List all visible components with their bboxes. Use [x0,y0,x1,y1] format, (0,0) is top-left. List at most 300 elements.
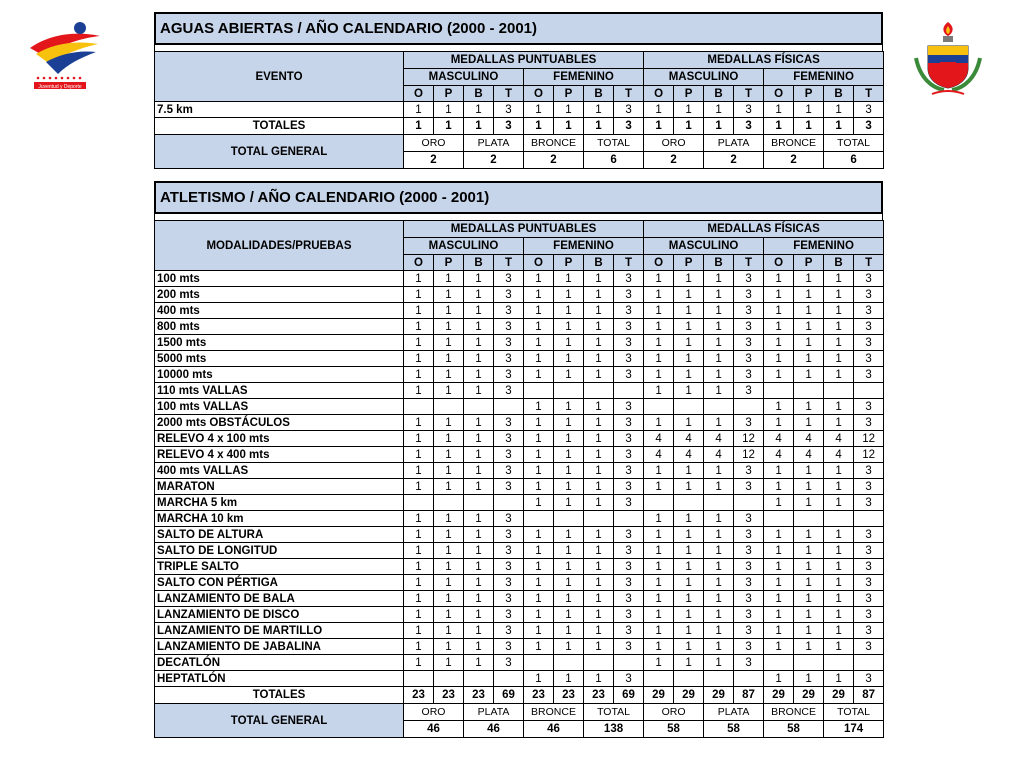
medal-cell: 1 [404,527,434,543]
general-medal-label: ORO [404,704,464,721]
medal-code-header: O [404,86,434,102]
medal-cell: 1 [674,287,704,303]
total-cell: 1 [404,118,434,135]
medal-cell: 3 [854,543,884,559]
medal-cell: 1 [794,319,824,335]
medal-cell: 3 [854,607,884,623]
medal-cell: 1 [554,575,584,591]
medal-cell: 1 [404,367,434,383]
aguas-abiertas-section [154,12,883,169]
medal-code-header: P [554,86,584,102]
medal-cell: 1 [704,303,734,319]
event-label: MARCHA 10 km [155,511,404,527]
table-row [155,319,884,335]
medal-cell: 1 [644,607,674,623]
medal-cell: 1 [524,543,554,559]
medal-cell: 3 [614,639,644,655]
medal-cell: 1 [464,559,494,575]
ind-crest-icon [910,18,986,98]
medal-cell: 3 [494,607,524,623]
medal-cell [404,671,434,687]
medal-cell: 1 [794,367,824,383]
medal-cell: 3 [734,367,764,383]
medal-cell: 1 [704,527,734,543]
medal-cell: 3 [494,479,524,495]
medal-cell: 1 [824,367,854,383]
medal-cell: 1 [434,383,464,399]
medal-cell: 1 [464,287,494,303]
medal-cell: 1 [464,639,494,655]
general-medal-label: BRONCE [524,135,584,152]
medal-cell: 1 [794,479,824,495]
medal-cell: 1 [674,623,704,639]
medal-cell: 3 [734,463,764,479]
general-medal-value: 2 [644,152,704,169]
medal-code-header: B [824,255,854,271]
medal-code-header: T [854,86,884,102]
medal-cell: 1 [794,591,824,607]
medal-code-header: B [704,86,734,102]
medal-cell [854,383,884,399]
medal-cell: 1 [824,415,854,431]
medal-cell: 1 [644,623,674,639]
medal-cell: 1 [644,383,674,399]
medal-cell: 1 [404,335,434,351]
medal-cell: 1 [704,511,734,527]
medal-cell [584,383,614,399]
medal-cell: 3 [494,351,524,367]
medal-cell: 1 [704,559,734,575]
medal-cell: 1 [764,639,794,655]
medal-cell: 1 [524,367,554,383]
medal-cell: 1 [434,335,464,351]
medal-cell: 1 [794,399,824,415]
total-cell: 23 [404,687,434,704]
medal-cell: 1 [764,607,794,623]
medal-cell: 3 [614,351,644,367]
medal-cell: 1 [404,383,434,399]
medal-cell: 3 [854,639,884,655]
total-cell: 1 [584,118,614,135]
medal-cell: 3 [854,415,884,431]
medal-cell: 1 [554,639,584,655]
gender-header: FEMENINO [764,238,884,255]
medal-cell: 1 [404,351,434,367]
medal-code-header: B [464,86,494,102]
medal-code-header: P [674,86,704,102]
medal-cell: 3 [614,319,644,335]
medal-cell: 1 [704,607,734,623]
general-medal-value: 46 [404,721,464,738]
medal-cell: 1 [704,367,734,383]
table-row [155,102,884,118]
medal-cell: 1 [434,431,464,447]
medal-cell: 1 [524,495,554,511]
medal-cell: 1 [464,623,494,639]
medal-cell [704,399,734,415]
event-label: LANZAMIENTO DE DISCO [155,607,404,623]
table-row [155,463,884,479]
medal-cell [434,495,464,511]
medal-cell: 1 [704,415,734,431]
medal-cell: 1 [434,102,464,118]
medal-cell: 3 [614,431,644,447]
medal-cell: 1 [554,559,584,575]
medal-cell: 4 [764,447,794,463]
medal-cell: 1 [704,351,734,367]
table-row [155,495,884,511]
medal-cell: 1 [404,639,434,655]
medal-cell: 1 [404,447,434,463]
medal-cell: 1 [794,415,824,431]
medal-cell: 4 [674,447,704,463]
event-label: 110 mts VALLAS [155,383,404,399]
medal-cell: 1 [464,655,494,671]
total-cell: 29 [674,687,704,704]
medal-cell: 1 [764,527,794,543]
medal-cell: 1 [584,671,614,687]
medal-cell: 1 [644,591,674,607]
medal-code-header: T [614,86,644,102]
totals-row [155,118,884,135]
general-medal-value: 6 [584,152,644,169]
medal-cell: 1 [584,447,614,463]
total-cell: 69 [614,687,644,704]
atletismo-table [154,220,884,738]
table-row [155,607,884,623]
medal-cell: 3 [734,607,764,623]
medal-cell: 1 [434,271,464,287]
medal-cell: 1 [554,463,584,479]
medal-cell [404,399,434,415]
medal-cell: 3 [494,575,524,591]
total-cell: 23 [464,687,494,704]
medal-cell [584,511,614,527]
medal-cell: 1 [464,591,494,607]
general-medal-value: 58 [704,721,764,738]
medal-cell: 1 [554,479,584,495]
medal-cell: 1 [554,527,584,543]
medal-cell [824,511,854,527]
event-label: RELEVO 4 x 400 mts [155,447,404,463]
medal-cell: 1 [704,639,734,655]
medal-cell [584,655,614,671]
medal-cell: 1 [464,271,494,287]
medal-cell: 3 [854,591,884,607]
medal-cell: 4 [794,431,824,447]
medal-cell: 1 [554,415,584,431]
medal-cell: 1 [524,102,554,118]
event-label: 400 mts [155,303,404,319]
medal-cell: 1 [644,319,674,335]
medal-cell: 1 [434,543,464,559]
medal-cell: 12 [854,447,884,463]
medal-cell: 1 [434,463,464,479]
general-medal-label: PLATA [704,135,764,152]
medal-cell [854,655,884,671]
total-cell: 3 [614,118,644,135]
medal-code-header: B [584,255,614,271]
medal-cell: 1 [434,575,464,591]
medal-cell: 4 [674,431,704,447]
medal-cell: 1 [524,623,554,639]
medal-cell: 1 [674,463,704,479]
medal-cell: 1 [674,655,704,671]
medal-cell: 3 [734,511,764,527]
juventud-deporte-emblem-icon [22,18,108,90]
medal-cell: 1 [824,607,854,623]
medal-cell: 3 [614,495,644,511]
medal-cell: 1 [464,511,494,527]
medal-cell: 3 [494,463,524,479]
table-row [155,303,884,319]
medal-cell: 1 [824,351,854,367]
medal-cell: 1 [764,335,794,351]
medal-cell: 3 [494,511,524,527]
medal-cell: 1 [434,351,464,367]
medal-cell: 1 [524,303,554,319]
general-labels-row [155,135,884,152]
event-label: 200 mts [155,287,404,303]
medal-cell: 1 [404,607,434,623]
medal-cell: 1 [524,639,554,655]
medal-cell [404,495,434,511]
medal-cell: 1 [704,102,734,118]
medal-cell: 1 [764,367,794,383]
medal-cell: 3 [614,527,644,543]
medal-cell: 3 [614,367,644,383]
medal-cell: 1 [674,367,704,383]
medal-cell: 1 [584,495,614,511]
medal-cell: 1 [554,447,584,463]
total-cell: 69 [494,687,524,704]
medal-cell [794,511,824,527]
medal-cell: 1 [554,607,584,623]
medal-cell: 3 [734,271,764,287]
medal-cell: 1 [584,479,614,495]
medal-cell: 1 [824,287,854,303]
medal-cell [524,511,554,527]
medal-cell: 1 [764,415,794,431]
medal-cell: 1 [674,102,704,118]
gender-header: MASCULINO [404,69,524,86]
first-col-header: MODALIDADES/PRUEBAS [155,221,404,271]
total-cell: 1 [464,118,494,135]
medal-cell: 1 [434,511,464,527]
total-cell: 29 [644,687,674,704]
table-row [155,527,884,543]
general-medal-value: 2 [764,152,824,169]
medal-cell: 1 [464,527,494,543]
medal-cell: 3 [854,303,884,319]
medal-cell: 3 [854,559,884,575]
table-row [155,399,884,415]
medal-cell: 1 [584,271,614,287]
medal-cell: 3 [614,479,644,495]
medal-code-header: B [824,86,854,102]
aguas-abiertas-table [154,51,884,169]
medal-cell: 1 [434,639,464,655]
medal-cell: 1 [464,447,494,463]
medal-cell: 1 [584,527,614,543]
medal-cell [614,383,644,399]
medal-cell: 1 [824,543,854,559]
medal-code-header: P [794,86,824,102]
event-label: 1500 mts [155,335,404,351]
medal-cell: 1 [704,463,734,479]
medal-cell: 1 [584,591,614,607]
general-labels-row [155,704,884,721]
gender-header: FEMENINO [524,69,644,86]
table-row [155,511,884,527]
medal-cell [674,399,704,415]
medal-cell: 1 [464,383,494,399]
medal-cell: 1 [674,591,704,607]
medal-cell: 1 [404,415,434,431]
medal-cell [524,655,554,671]
medal-cell [734,399,764,415]
medal-cell: 1 [824,527,854,543]
medal-cell: 1 [764,623,794,639]
medal-cell: 1 [464,335,494,351]
medal-cell: 1 [524,447,554,463]
medal-cell: 1 [824,319,854,335]
general-medal-label: PLATA [704,704,764,721]
table-row [155,367,884,383]
section-title: AGUAS ABIERTAS / AÑO CALENDARIO (2000 - 2001) [154,12,883,45]
totals-label: TOTALES [155,687,404,704]
medal-cell [434,399,464,415]
general-medal-label: ORO [644,704,704,721]
medal-cell: 1 [794,271,824,287]
medal-cell: 1 [554,623,584,639]
medal-cell: 1 [524,527,554,543]
event-label: TRIPLE SALTO [155,559,404,575]
medal-cell: 1 [434,479,464,495]
total-cell: 29 [764,687,794,704]
medal-cell: 3 [494,319,524,335]
medal-cell: 3 [614,463,644,479]
medal-cell: 1 [434,287,464,303]
medal-cell: 1 [434,319,464,335]
medal-cell: 3 [614,591,644,607]
medal-cell: 1 [824,399,854,415]
medal-cell: 1 [674,543,704,559]
total-cell: 1 [644,118,674,135]
medal-cell: 3 [854,575,884,591]
medal-cell: 1 [584,463,614,479]
medal-cell: 1 [644,479,674,495]
total-cell: 29 [794,687,824,704]
medal-cell: 4 [704,447,734,463]
medal-cell: 3 [494,431,524,447]
totals-row [155,687,884,704]
medal-cell: 1 [524,271,554,287]
medal-cell: 1 [584,335,614,351]
medal-cell: 3 [854,287,884,303]
medal-cell: 1 [794,671,824,687]
medal-cell: 1 [764,351,794,367]
total-general-label: TOTAL GENERAL [155,704,404,738]
medal-cell: 1 [794,639,824,655]
general-medal-label: ORO [644,135,704,152]
event-label: 800 mts [155,319,404,335]
medal-cell: 1 [584,303,614,319]
medal-cell [764,511,794,527]
medal-cell: 3 [854,623,884,639]
medal-cell: 1 [404,463,434,479]
medal-cell [644,399,674,415]
event-label: RELEVO 4 x 100 mts [155,431,404,447]
medal-cell: 1 [554,351,584,367]
medal-cell: 3 [734,351,764,367]
table-row [155,655,884,671]
medal-cell: 1 [464,463,494,479]
medal-cell: 3 [854,351,884,367]
section-title: ATLETISMO / AÑO CALENDARIO (2000 - 2001) [154,181,883,214]
medal-code-header: B [584,86,614,102]
medal-cell: 3 [854,527,884,543]
total-cell: 1 [434,118,464,135]
medal-cell: 1 [674,351,704,367]
medal-cell: 3 [734,383,764,399]
general-medal-value: 2 [404,152,464,169]
medal-code-header: O [524,86,554,102]
medal-cell: 1 [554,495,584,511]
juventud-deporte-logo [22,18,108,90]
medal-cell: 3 [734,575,764,591]
total-general-label: TOTAL GENERAL [155,135,404,169]
medal-cell: 1 [464,351,494,367]
table-row [155,271,884,287]
medal-cell: 1 [704,287,734,303]
total-cell: 3 [734,118,764,135]
medal-cell: 1 [644,527,674,543]
medal-cell: 3 [734,335,764,351]
medal-cell [734,495,764,511]
medal-cell: 1 [584,543,614,559]
medal-cell: 1 [584,639,614,655]
medal-cell: 3 [734,591,764,607]
medal-cell: 1 [584,102,614,118]
medal-cell: 1 [464,543,494,559]
medal-cell: 3 [494,447,524,463]
medal-cell [644,671,674,687]
medal-cell: 1 [704,271,734,287]
medal-cell: 3 [854,463,884,479]
medal-cell: 1 [764,543,794,559]
general-medal-label: PLATA [464,135,524,152]
medal-cell: 12 [734,431,764,447]
medal-cell: 1 [434,367,464,383]
total-cell: 23 [434,687,464,704]
medal-cell: 4 [644,447,674,463]
medal-cell: 1 [644,575,674,591]
medal-code-header: B [464,255,494,271]
medal-cell: 4 [764,431,794,447]
medal-cell: 3 [494,102,524,118]
medal-cell: 3 [734,639,764,655]
medal-cell [614,511,644,527]
general-medal-label: TOTAL [824,135,884,152]
medal-cell: 3 [854,671,884,687]
medal-cell: 1 [404,559,434,575]
medal-cell: 3 [734,415,764,431]
medal-cell: 1 [794,351,824,367]
medal-cell: 1 [824,335,854,351]
general-medal-label: PLATA [464,704,524,721]
medal-cell: 1 [704,655,734,671]
